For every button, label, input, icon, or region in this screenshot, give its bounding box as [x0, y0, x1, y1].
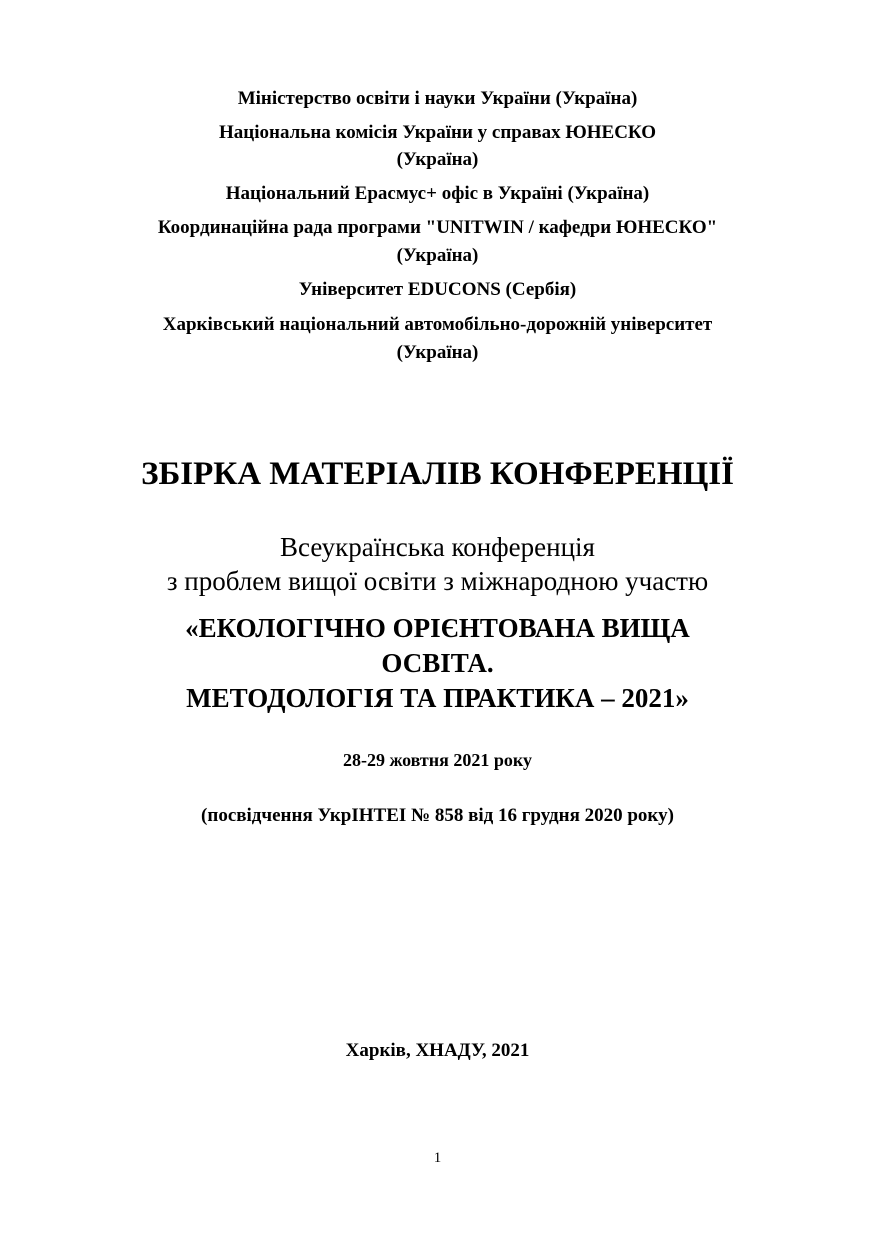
- conference-subtitle: з проблем вищої освіти з міжнародною участю: [166, 566, 709, 596]
- organizer-line: Харківський національний автомобільно-дорожній університет: [162, 314, 713, 335]
- conference-title: МЕТОДОЛОГІЯ ТА ПРАКТИКА – 2021»: [186, 683, 689, 713]
- organizer-line: Національний Ерасмус+ офіс в Україні (Україна): [225, 183, 650, 204]
- conference-date: 28-29 жовтня 2021 року: [343, 750, 532, 770]
- page-number: 1: [433, 1150, 442, 1166]
- organizer-line: Національна комісія України у справах ЮНЕСКО: [219, 122, 656, 143]
- organizer-line: (Україна): [396, 245, 479, 266]
- organizer-line: (Україна): [396, 149, 479, 170]
- conference-subtitle: Всеукраїнська конференція: [280, 532, 595, 562]
- organizer-line: (Україна): [396, 342, 479, 363]
- conference-title: ОСВІТА.: [381, 648, 494, 678]
- main-title: ЗБІРКА МАТЕРІАЛІВ КОНФЕРЕНЦІЇ: [141, 456, 734, 492]
- publication-info: Харків, ХНАДУ, 2021: [345, 1040, 530, 1061]
- organizer-line: Університет EDUCONS (Сербія): [298, 279, 577, 300]
- conference-title: «ЕКОЛОГІЧНО ОРІЄНТОВАНА ВИЩА: [185, 613, 690, 643]
- organizer-line: Міністерство освіти і науки України (Україна): [237, 88, 638, 109]
- organizer-line: Координаційна рада програми "UNITWIN / кафедри ЮНЕСКО": [157, 217, 718, 238]
- certificate-note: (посвідчення УкрІНТЕІ № 858 від 16 грудня 2020 року): [201, 805, 674, 826]
